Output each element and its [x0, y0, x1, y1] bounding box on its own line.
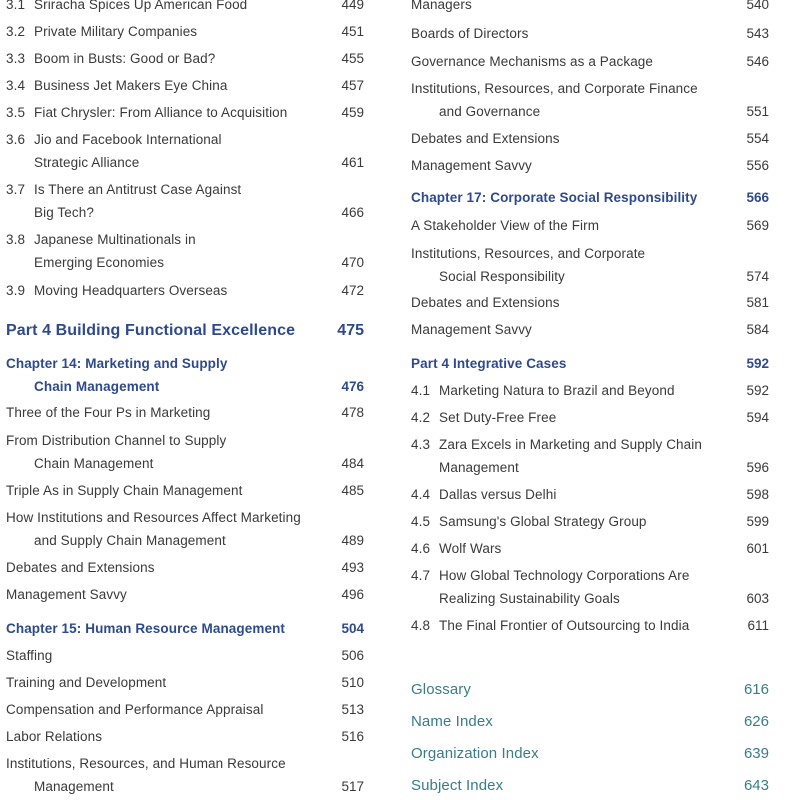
toc-entry-item — [0, 279, 370, 302]
toc-page-number: 516 — [341, 729, 364, 744]
toc-entry-text: How Global Technology Corporations Are — [439, 568, 690, 583]
toc-entry-text: Wolf Wars — [439, 541, 502, 556]
toc-entry-text: Samsung's Global Strategy Group — [439, 514, 647, 529]
toc-entry-number: 3.6 — [6, 132, 26, 147]
toc-page-number: 569 — [746, 218, 769, 233]
toc-entry-text: Institutions, Resources, and Corporate Finance — [411, 81, 698, 96]
toc-page-number: 584 — [746, 322, 769, 337]
toc-entry-number: 4.5 — [411, 514, 431, 529]
toc-entry-text: Sriracha Spices Up American Food — [34, 0, 248, 12]
toc-page-number: 543 — [746, 26, 769, 41]
toc-page-number: 489 — [341, 533, 364, 548]
toc-entry-number: 4.4 — [411, 487, 431, 502]
toc-entry-number: 4.7 — [411, 568, 431, 583]
toc-entry-text: Chapter 14: Marketing and Supply — [6, 356, 228, 371]
toc-entry-text: Institutions, Resources, and Corporate — [411, 246, 646, 261]
toc-entry-title — [6, 20, 197, 43]
toc-entry-back — [405, 709, 775, 735]
toc-entry-text: Jio and Facebook International — [34, 132, 222, 147]
toc-entry-text: Glossary — [411, 681, 471, 698]
toc-entry-section — [0, 644, 370, 667]
toc-entry-text: How Institutions and Resources Affect Marketing — [6, 510, 301, 525]
toc-entry-title — [411, 291, 560, 314]
toc-entry-title — [411, 564, 689, 587]
toc-entry-number: 3.8 — [6, 232, 26, 247]
toc-entry-number: 4.2 — [411, 410, 431, 425]
toc-entry-section — [0, 583, 370, 606]
toc-page-number: 556 — [746, 158, 769, 173]
toc-page-number: 581 — [746, 295, 769, 310]
toc-page-number: 459 — [341, 105, 364, 120]
toc-entry-text: Boom in Busts: Good or Bad? — [34, 51, 216, 66]
toc-entry-text-continued: and Supply Chain Management — [34, 533, 226, 548]
toc-entry-title — [411, 0, 472, 16]
toc-entry-item — [405, 510, 775, 533]
toc-entry-text-continued: Social Responsibility — [439, 269, 565, 284]
toc-page-number: 510 — [341, 675, 364, 690]
toc-entry-title — [411, 318, 532, 341]
toc-entry-text: Organization Index — [411, 745, 539, 762]
toc-entry-text-continued: Chain Management — [34, 379, 160, 394]
toc-entry-item — [405, 379, 775, 402]
toc-page-number: 611 — [747, 618, 769, 633]
toc-entry-text: Management Savvy — [411, 158, 532, 173]
toc-entry-text: Management Savvy — [411, 322, 532, 337]
toc-entry-number: 3.2 — [6, 24, 26, 39]
toc-page-number: 551 — [746, 104, 769, 119]
toc-entry-title — [6, 752, 286, 775]
toc-entry-text: Compensation and Performance Appraisal — [6, 702, 264, 717]
toc-entry-number: 4.6 — [411, 541, 431, 556]
toc-entry-title — [6, 228, 196, 251]
toc-page-number: 504 — [341, 621, 364, 636]
toc-entry-item — [0, 228, 370, 274]
toc-entry-title — [411, 77, 698, 100]
toc-entry-text: Labor Relations — [6, 729, 103, 744]
toc-entry-item — [0, 0, 370, 16]
toc-entry-title — [6, 506, 301, 529]
toc-entry-text: Is There an Antitrust Case Against — [34, 182, 242, 197]
toc-page-number: 598 — [746, 487, 769, 502]
toc-entry-number: 3.9 — [6, 283, 26, 298]
toc-entry-section — [405, 127, 775, 150]
toc-entry-section — [0, 401, 370, 424]
toc-page-number: 517 — [341, 779, 364, 794]
toc-entry-number: 4.3 — [411, 437, 431, 452]
toc-page-number: 455 — [341, 51, 364, 66]
toc-entry-item — [405, 564, 775, 610]
toc-page-number: 493 — [341, 560, 364, 575]
toc-page-number: 457 — [341, 78, 364, 93]
toc-entry-item — [0, 101, 370, 124]
toc-entry-item — [0, 20, 370, 43]
toc-page-number: 596 — [746, 460, 769, 475]
toc-entry-text: A Stakeholder View of the Firm — [411, 218, 600, 233]
toc-entry-section — [405, 22, 775, 45]
toc-entry-title — [411, 773, 503, 799]
toc-page-number: 599 — [746, 514, 769, 529]
toc-entry-section — [0, 479, 370, 502]
toc-entry-title — [6, 556, 155, 579]
toc-entry-text: Institutions, Resources, and Human Resource — [6, 756, 286, 771]
toc-page-number: 478 — [341, 405, 364, 420]
toc-entry-text: The Final Frontier of Outsourcing to India — [439, 618, 690, 633]
toc-entry-section — [405, 77, 775, 123]
toc-page-number: 484 — [341, 456, 364, 471]
toc-entry-section — [405, 154, 775, 177]
toc-entry-title — [6, 583, 127, 606]
toc-entry-text-continued: Chain Management — [34, 456, 154, 471]
toc-page-number: 616 — [743, 681, 769, 698]
toc-page-number: 601 — [746, 541, 769, 556]
toc-entry-number: 3.3 — [6, 51, 26, 66]
toc-entry-title — [411, 483, 556, 506]
toc-entry-title — [411, 186, 697, 209]
toc-entry-number: 4.1 — [411, 383, 431, 398]
toc-entry-title — [6, 401, 210, 424]
toc-page-number: 566 — [746, 190, 769, 205]
toc-entry-text: Chapter 17: Corporate Social Responsibility — [411, 190, 698, 205]
toc-entry-title — [6, 698, 263, 721]
toc-entry-title — [411, 433, 702, 456]
toc-page-number: 506 — [341, 648, 364, 663]
toc-entry-chapter — [0, 617, 370, 640]
toc-entry-text: Management Savvy — [6, 587, 127, 602]
toc-entry-text: Fiat Chrysler: From Alliance to Acquisition — [34, 105, 288, 120]
toc-entry-title — [6, 352, 228, 375]
toc-page-number: 449 — [341, 0, 364, 12]
toc-entry-text: Japanese Multinationals in — [34, 232, 196, 247]
toc-entry-section — [0, 506, 370, 552]
toc-entry-title — [411, 214, 599, 237]
toc-entry-section — [405, 291, 775, 314]
toc-entry-text-continued: Management — [34, 779, 114, 794]
toc-entry-section — [405, 242, 775, 288]
toc-entry-title — [411, 614, 689, 637]
toc-entry-title — [6, 429, 226, 452]
toc-entry-number: 3.1 — [6, 0, 26, 12]
toc-entry-item — [0, 47, 370, 70]
toc-page-number: 594 — [746, 410, 769, 425]
toc-entry-section — [0, 698, 370, 721]
toc-entry-title — [6, 279, 227, 302]
toc-entry-text-continued: Strategic Alliance — [34, 155, 140, 170]
toc-entry-text: Three of the Four Ps in Marketing — [6, 405, 211, 420]
toc-page-number: 592 — [746, 383, 769, 398]
toc-entry-text-continued: Big Tech? — [34, 205, 94, 220]
toc-entry-title — [6, 644, 52, 667]
toc-entry-title — [6, 318, 295, 344]
toc-entry-title — [411, 127, 560, 150]
toc-page-number: 626 — [743, 713, 769, 730]
toc-entry-title — [6, 0, 247, 16]
toc-entry-text-continued: Emerging Economies — [34, 255, 165, 270]
toc-entry-title — [6, 128, 222, 151]
toc-entry-title — [411, 242, 645, 265]
toc-entry-text: Debates and Extensions — [6, 560, 155, 575]
toc-page-number: 546 — [746, 54, 769, 69]
toc-entry-section — [405, 0, 775, 16]
toc-entry-title — [6, 479, 242, 502]
toc-page-number: 466 — [341, 205, 364, 220]
toc-entry-item — [0, 74, 370, 97]
toc-entry-text-continued: and Governance — [439, 104, 541, 119]
toc-entry-title — [6, 725, 102, 748]
toc-entry-number: 3.7 — [6, 182, 26, 197]
toc-entry-chapter — [405, 352, 775, 375]
toc-entry-title — [411, 352, 566, 375]
toc-page-number: 603 — [746, 591, 769, 606]
toc-entry-title — [411, 510, 647, 533]
toc-entry-text: Chapter 15: Human Resource Management — [6, 621, 286, 636]
toc-entry-title — [6, 671, 166, 694]
toc-page-number: 574 — [746, 269, 769, 284]
toc-entry-text-continued: Realizing Sustainability Goals — [439, 591, 620, 606]
toc-entry-number: 3.5 — [6, 105, 26, 120]
toc-entry-item — [0, 178, 370, 224]
toc-entry-part — [0, 318, 370, 344]
toc-entry-title — [6, 101, 287, 124]
toc-entry-text: Triple As in Supply Chain Management — [6, 483, 243, 498]
toc-entry-chapter — [0, 352, 370, 398]
toc-page-number: 475 — [337, 322, 364, 339]
toc-entry-number: 4.8 — [411, 618, 431, 633]
toc-page-number: 470 — [341, 255, 364, 270]
toc-entry-section — [0, 556, 370, 579]
toc-entry-text: Staffing — [6, 648, 53, 663]
toc-entry-title — [6, 74, 227, 97]
toc-entry-title — [6, 178, 241, 201]
toc-entry-text: Part 4 Integrative Cases — [411, 356, 567, 371]
toc-entry-text: From Distribution Channel to Supply — [6, 433, 227, 448]
toc-entry-text: Debates and Extensions — [411, 295, 560, 310]
toc-entry-text: Private Military Companies — [34, 24, 198, 39]
toc-entry-text: Boards of Directors — [411, 26, 529, 41]
toc-entry-back — [405, 677, 775, 703]
toc-page-number: 639 — [743, 745, 769, 762]
toc-entry-back — [405, 773, 775, 799]
toc-entry-section — [0, 752, 370, 798]
toc-entry-text: Part 4 Building Functional Excellence — [6, 322, 296, 339]
toc-entry-title — [411, 406, 556, 429]
toc-entry-title — [411, 677, 471, 703]
toc-entry-text: Managers — [411, 0, 472, 12]
toc-entry-back — [405, 741, 775, 767]
toc-page-number: 485 — [341, 483, 364, 498]
toc-entry-text: Governance Mechanisms as a Package — [411, 54, 654, 69]
toc-entry-item — [405, 483, 775, 506]
toc-entry-text-continued: Management — [439, 460, 519, 475]
toc-page-number: 513 — [341, 702, 364, 717]
toc-entry-section — [405, 50, 775, 73]
toc-entry-text: Moving Headquarters Overseas — [34, 283, 228, 298]
toc-entry-item — [405, 614, 775, 637]
toc-entry-section — [405, 214, 775, 237]
toc-entry-title — [411, 741, 539, 767]
toc-page-number: 554 — [746, 131, 769, 146]
toc-entry-title — [6, 617, 285, 640]
toc-entry-title — [411, 537, 501, 560]
toc-entry-title — [411, 379, 675, 402]
toc-page-number: 476 — [341, 379, 364, 394]
toc-entry-text: Debates and Extensions — [411, 131, 560, 146]
toc-entry-text: Subject Index — [411, 777, 504, 794]
toc-page-number: 461 — [341, 155, 364, 170]
toc-entry-section — [0, 429, 370, 475]
toc-entry-text: Marketing Natura to Brazil and Beyond — [439, 383, 675, 398]
toc-entry-text: Training and Development — [6, 675, 167, 690]
toc-entry-item — [405, 406, 775, 429]
toc-page-number: 540 — [746, 0, 769, 12]
toc-entry-title — [411, 709, 493, 735]
toc-page-number: 496 — [341, 587, 364, 602]
toc-entry-title — [411, 50, 653, 73]
toc-entry-title — [411, 154, 532, 177]
toc-page-number: 592 — [746, 356, 769, 371]
toc-entry-chapter — [405, 186, 775, 209]
toc-entry-section — [405, 318, 775, 341]
toc-entry-number: 3.4 — [6, 78, 26, 93]
toc-entry-item — [405, 433, 775, 479]
toc-page-number: 472 — [341, 283, 364, 298]
toc-entry-text: Business Jet Makers Eye China — [34, 78, 228, 93]
toc-entry-text: Zara Excels in Marketing and Supply Chain — [439, 437, 702, 452]
toc-entry-text: Set Duty-Free Free — [439, 410, 557, 425]
toc-entry-title — [411, 22, 528, 45]
toc-entry-item — [0, 128, 370, 174]
toc-entry-section — [0, 671, 370, 694]
toc-page-number: 451 — [341, 24, 364, 39]
toc-entry-title — [6, 47, 215, 70]
toc-entry-text: Dallas versus Delhi — [439, 487, 557, 502]
toc-page-number: 643 — [743, 777, 769, 794]
toc-entry-section — [0, 725, 370, 748]
toc-entry-item — [405, 537, 775, 560]
toc-entry-text: Name Index — [411, 713, 493, 730]
